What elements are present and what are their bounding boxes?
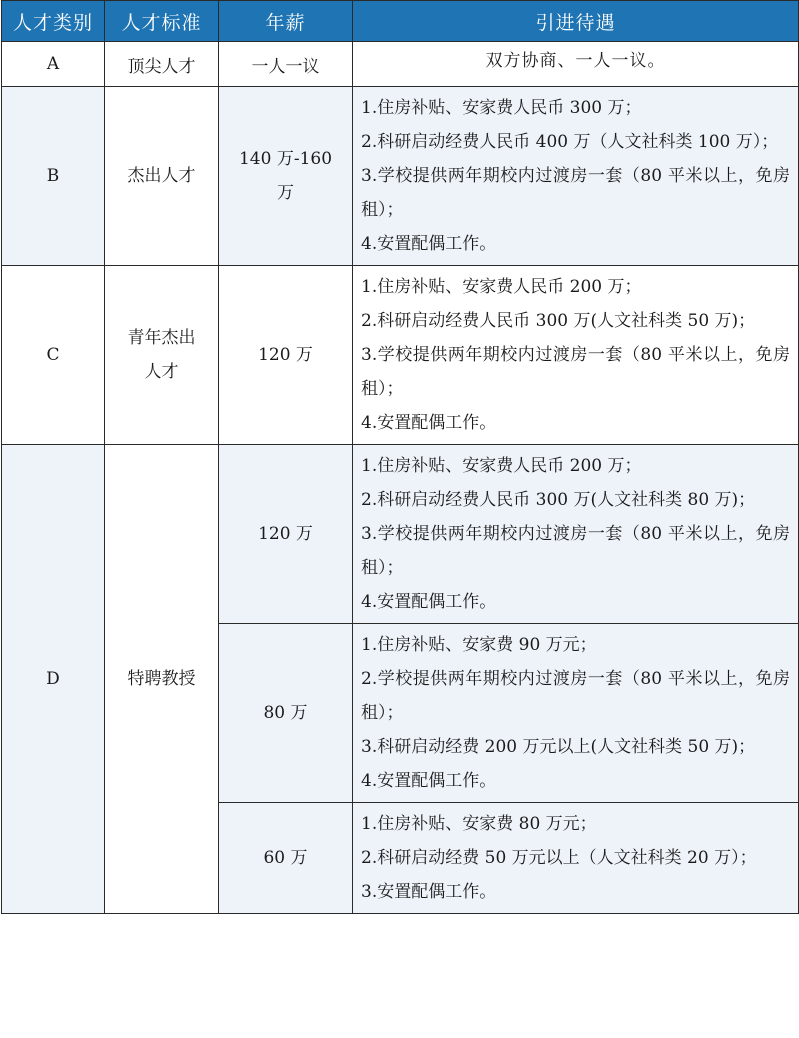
salary-d3: 60 万 — [219, 803, 353, 914]
standard-c — [105, 266, 219, 445]
header-benefits: 引进待遇 — [353, 1, 799, 42]
benefits-d3 — [353, 803, 799, 914]
benefit-item: 1.住房补贴、安家费 90 万元； — [361, 635, 597, 655]
benefit-item: 4.安置配偶工作。 — [361, 771, 497, 791]
table-row-a — [2, 42, 799, 87]
category-c: C — [2, 266, 105, 445]
benefit-item: 1.住房补贴、安家费人民币 300 万； — [361, 98, 642, 118]
benefit-item: 2.科研启动经费人民币 300 万(人文社科类 80 万)； — [361, 490, 756, 510]
standard-c-text: 青年杰出人才 — [127, 328, 196, 382]
table-row-c — [2, 266, 799, 445]
salary-c: 120 万 — [219, 266, 353, 445]
header-category: 人才类别 — [2, 1, 105, 42]
standard-a: 顶尖人才 — [105, 42, 219, 87]
benefits-d1 — [353, 445, 799, 624]
header-salary: 年薪 — [219, 1, 353, 42]
table-row-d1 — [2, 445, 799, 624]
salary-d2: 80 万 — [219, 624, 353, 803]
benefit-item: 2.学校提供两年期校内过渡房一套（80 平米以上，免房租）； — [361, 669, 790, 723]
benefits-d2 — [353, 624, 799, 803]
benefit-item: 3.学校提供两年期校内过渡房一套（80 平米以上，免房租）； — [361, 166, 790, 220]
benefits-a: 双方协商、一人一议。 — [353, 42, 799, 87]
header-row — [2, 1, 799, 42]
benefit-item: 2.科研启动经费人民币 400 万（人文社科类 100 万）； — [361, 132, 779, 152]
benefit-item: 4.安置配偶工作。 — [361, 413, 497, 433]
benefit-item: 2.科研启动经费 50 万元以上（人文社科类 20 万）； — [361, 848, 757, 868]
standard-b — [105, 87, 219, 266]
benefit-item: 1.住房补贴、安家费人民币 200 万； — [361, 456, 642, 476]
salary-d1: 120 万 — [219, 445, 353, 624]
benefit-item: 2.科研启动经费人民币 300 万(人文社科类 50 万)； — [361, 311, 756, 331]
benefit-item: 3.科研启动经费 200 万元以上(人文社科类 50 万)； — [361, 737, 756, 757]
benefit-item: 1.住房补贴、安家费 80 万元； — [361, 814, 597, 834]
benefit-item: 4.安置配偶工作。 — [361, 592, 497, 612]
benefit-item: 3.学校提供两年期校内过渡房一套（80 平米以上，免房租）； — [361, 345, 790, 399]
header-standard: 人才标准 — [105, 1, 219, 42]
benefit-item: 1.住房补贴、安家费人民币 200 万； — [361, 277, 642, 297]
benefit-item: 3.安置配偶工作。 — [361, 882, 497, 902]
category-b: B — [2, 87, 105, 266]
salary-b-text: 140 万-160 万 — [238, 149, 333, 203]
benefit-item: 4.安置配偶工作。 — [361, 234, 497, 254]
salary-a: 一人一议 — [219, 42, 353, 87]
talent-table — [1, 0, 799, 914]
benefit-item: 3.学校提供两年期校内过渡房一套（80 平米以上，免房租）； — [361, 524, 790, 578]
category-a: A — [2, 42, 105, 87]
benefits-c — [353, 266, 799, 445]
standard-b-text: 杰出人才 — [127, 166, 196, 186]
benefits-b — [353, 87, 799, 266]
salary-b — [219, 87, 353, 266]
standard-d: 特聘教授 — [105, 445, 219, 914]
table-row-b — [2, 87, 799, 266]
category-d: D — [2, 445, 105, 914]
